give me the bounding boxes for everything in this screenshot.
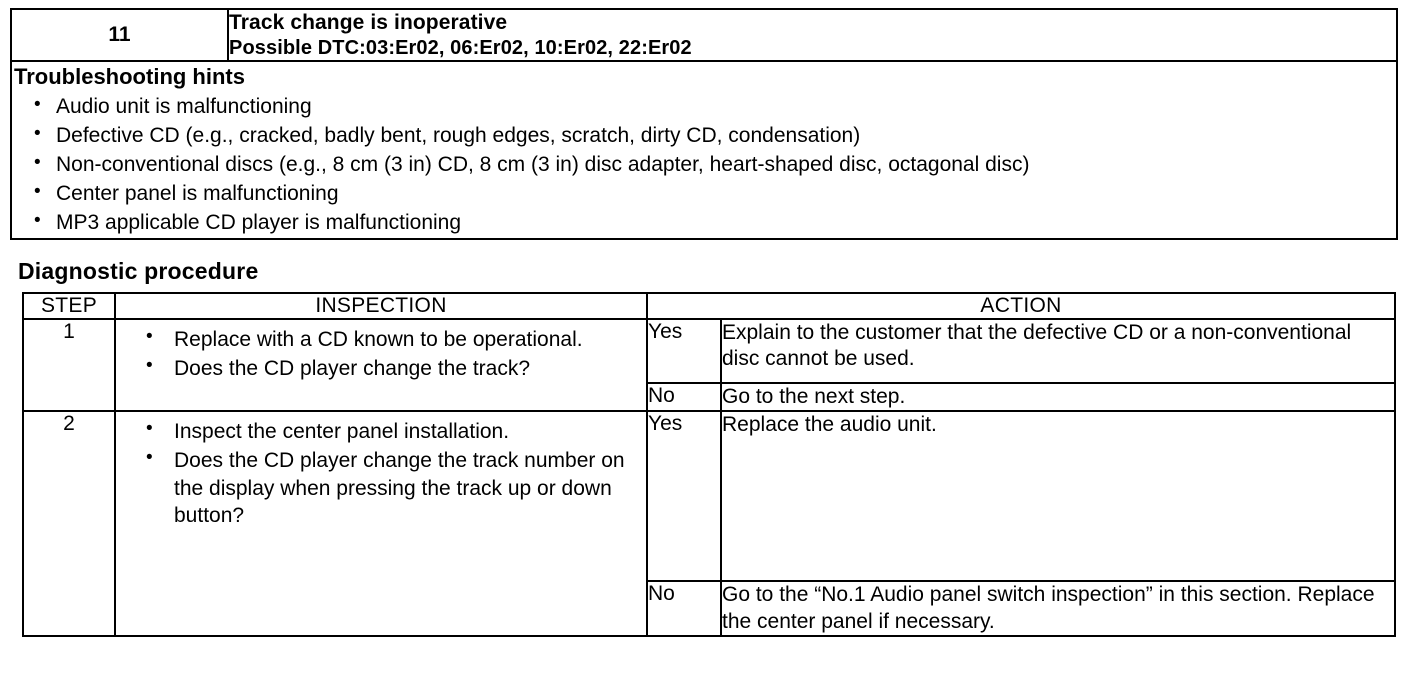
answer-no-label: No <box>647 383 721 411</box>
column-header-action: ACTION <box>647 293 1395 319</box>
action-yes-text: Explain to the customer that the defective CD or a non-conventional disc cannot be used. <box>721 319 1395 383</box>
column-header-inspection: INSPECTION <box>115 293 647 319</box>
table-header-row <box>23 293 1395 319</box>
inspection-list <box>116 412 646 539</box>
symptom-dtc: Possible DTC:03:Er02, 06:Er02, 10:Er02, 22:Er02 <box>229 36 692 59</box>
list-item: • Defective CD (e.g., cracked, badly bent, rough edges, scratch, dirty CD, condensation) <box>12 122 1396 150</box>
symptom-table <box>10 8 1398 240</box>
action-yes-text: Replace the audio unit. <box>721 411 1395 581</box>
answer-no-label: No <box>647 581 721 636</box>
list-item: • Inspect the center panel installation. <box>116 418 642 445</box>
table-row <box>23 411 1395 581</box>
diagnostic-procedure-table <box>22 292 1396 637</box>
step-number: 2 <box>23 411 115 636</box>
column-header-step: STEP <box>23 293 115 319</box>
list-item: • Does the CD player change the track? <box>116 355 642 382</box>
symptom-number: 11 <box>11 9 228 61</box>
troubleshooting-hints-list <box>12 93 1396 237</box>
list-item: • Center panel is malfunctioning <box>12 180 1396 208</box>
answer-yes-label: Yes <box>647 411 721 581</box>
symptom-description <box>228 9 1397 61</box>
list-item: • Does the CD player change the track number on the display when pressing the track up or down button? <box>116 447 642 529</box>
list-item: • MP3 applicable CD player is malfunctioning <box>12 209 1396 237</box>
table-row <box>23 319 1395 383</box>
symptom-title: Track change is inoperative <box>229 11 508 34</box>
step-inspection <box>115 319 647 411</box>
list-item: • Audio unit is malfunctioning <box>12 93 1396 121</box>
page-title: Diagnostic procedure <box>18 257 259 284</box>
step-number: 1 <box>23 319 115 411</box>
step-inspection <box>115 411 647 636</box>
answer-yes-label: Yes <box>647 319 721 383</box>
inspection-list <box>116 320 646 393</box>
action-no-text: Go to the “No.1 Audio panel switch inspection” in this section. Replace the center panel if necessary. <box>721 581 1395 636</box>
action-no-text: Go to the next step. <box>721 383 1395 411</box>
symptom-header-row <box>11 9 1397 61</box>
troubleshooting-hints-title: Troubleshooting hints <box>14 64 245 89</box>
troubleshooting-hints-row <box>11 61 1397 239</box>
list-item: • Non-conventional discs (e.g., 8 cm (3 in) CD, 8 cm (3 in) disc adapter, heart-shaped disc, octagonal disc) <box>12 151 1396 179</box>
troubleshooting-hints-cell <box>11 61 1397 239</box>
list-item: • Replace with a CD known to be operational. <box>116 326 642 353</box>
